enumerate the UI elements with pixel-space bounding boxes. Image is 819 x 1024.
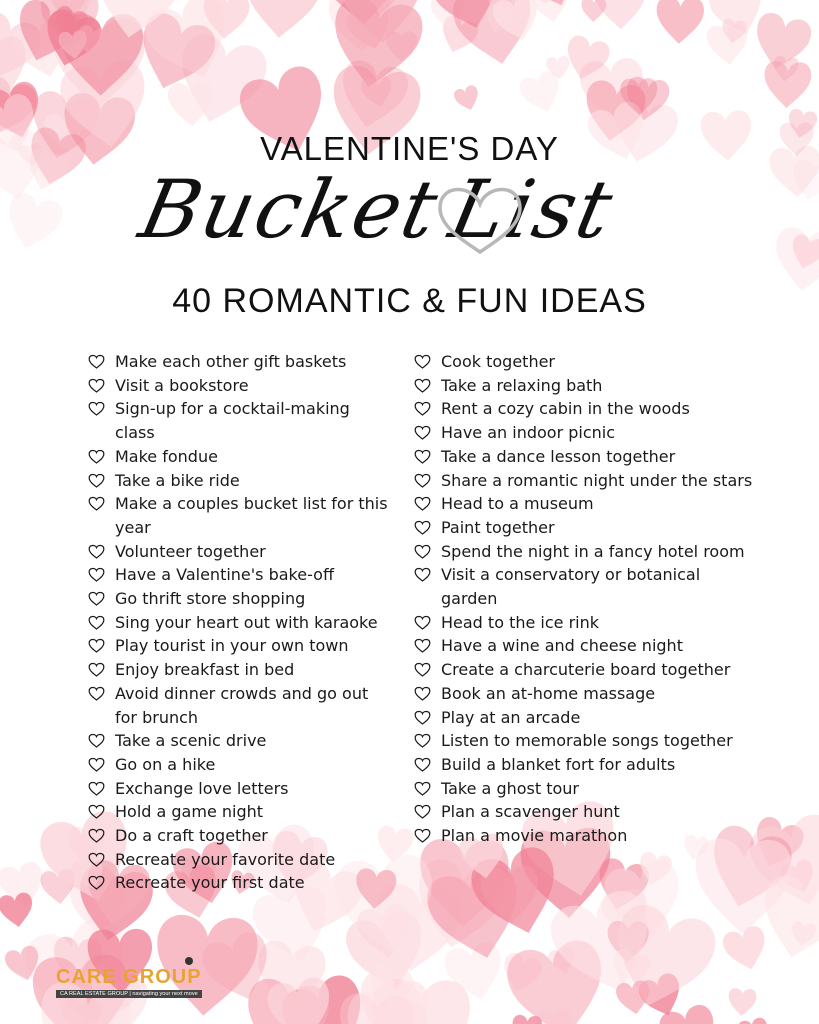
list-item-text: Play at an arcade	[441, 707, 581, 727]
list-item	[88, 634, 388, 658]
heart-outline-icon	[414, 496, 431, 511]
list-item	[414, 634, 754, 658]
list-item	[88, 871, 388, 895]
heart-outline-icon	[88, 354, 105, 369]
list-item	[88, 397, 388, 444]
list-item	[88, 800, 388, 824]
list-item-text: Go on a hike	[115, 754, 216, 774]
heart-outline-icon	[414, 520, 431, 535]
list-item-text: Visit a bookstore	[115, 375, 249, 395]
list-item	[414, 445, 754, 469]
heart-outline-icon	[414, 757, 431, 772]
logo-wordmark: CARE GROUP	[56, 966, 202, 988]
heart-outline-icon	[414, 401, 431, 416]
list-item-text: Take a bike ride	[115, 470, 240, 490]
list-item	[414, 374, 754, 398]
list-item-text: Go thrift store shopping	[115, 589, 306, 609]
list-item	[88, 540, 388, 564]
list-item	[414, 469, 754, 493]
list-item-text: Plan a scavenger hunt	[441, 802, 620, 822]
list-item	[414, 516, 754, 540]
heart-outline-icon	[414, 638, 431, 653]
list-item-text: Make each other gift baskets	[115, 352, 347, 371]
heart-outline-icon	[88, 804, 105, 819]
list-item	[88, 469, 388, 493]
heart-outline-icon	[414, 473, 431, 488]
heart-outline-icon	[414, 354, 431, 369]
heart-outline-icon	[88, 757, 105, 772]
heart-outline-icon	[414, 449, 431, 464]
script-title	[0, 160, 819, 260]
list-item-text: Take a ghost tour	[441, 778, 580, 798]
list-item	[88, 587, 388, 611]
ideas-list-right	[414, 350, 754, 848]
list-item	[88, 374, 388, 398]
list-item-text: Sing your heart out with karaoke	[115, 612, 378, 632]
list-item-text: Have a Valentine's bake-off	[115, 565, 334, 585]
heart-outline-icon	[414, 662, 431, 677]
list-item-text: Visit a conservatory or botanical garden	[441, 565, 701, 609]
list-item-text: Play tourist in your own town	[115, 636, 349, 656]
list-item	[414, 492, 754, 516]
heart-outline-icon	[88, 496, 105, 511]
heart-outline-icon	[414, 710, 431, 725]
list-item-text: Take a relaxing bath	[441, 375, 603, 395]
list-item	[88, 611, 388, 635]
list-item-text: Create a charcuterie board together	[441, 660, 731, 680]
list-item	[414, 800, 754, 824]
list-item	[88, 682, 388, 729]
list-item	[88, 445, 388, 469]
list-item	[88, 729, 388, 753]
heart-outline-icon	[414, 425, 431, 440]
list-item-text: Make a couples bucket list for this year	[115, 494, 388, 537]
heart-outline-icon	[414, 544, 431, 559]
list-item-text: Paint together	[441, 517, 555, 537]
heart-outline-icon	[414, 733, 431, 748]
list-item-text: Sign-up for a cocktail-making class	[115, 399, 350, 443]
heart-outline-icon	[414, 828, 431, 843]
heart-outline-icon	[88, 449, 105, 464]
list-item	[414, 540, 754, 564]
heart-outline-icon	[88, 781, 105, 796]
list-item-text: Exchange love letters	[115, 778, 289, 798]
list-item-text: Book an at-home massage	[441, 683, 656, 703]
list-item-text: Make fondue	[115, 446, 218, 466]
care-group-logo	[56, 956, 236, 1002]
list-item-text: Take a dance lesson together	[441, 446, 676, 466]
heart-outline-icon	[88, 401, 105, 416]
list-item-text: Build a blanket fort for adults	[441, 754, 676, 774]
list-item	[88, 848, 388, 872]
list-item	[88, 777, 388, 801]
heart-outline-icon	[88, 828, 105, 843]
list-item-text: Cook together	[441, 352, 555, 371]
heart-outline-icon	[88, 473, 105, 488]
list-item	[414, 824, 754, 848]
list-item-text: Have an indoor picnic	[441, 423, 616, 443]
list-item	[414, 729, 754, 753]
logo-badge-icon	[184, 956, 194, 966]
list-item	[414, 421, 754, 445]
script-word-list: List	[442, 163, 622, 256]
heart-outline-icon	[88, 378, 105, 393]
heart-outline-icon	[414, 686, 431, 701]
list-item	[88, 824, 388, 848]
list-item	[88, 350, 388, 374]
list-item-text: Avoid dinner crowds and go out for brunch	[115, 683, 369, 727]
heart-outline-icon	[88, 852, 105, 867]
heart-outline-icon	[414, 804, 431, 819]
heart-outline-icon	[88, 638, 105, 653]
list-item-text: Rent a cozy cabin in the woods	[441, 399, 690, 419]
list-item-text: Have a wine and cheese night	[441, 636, 683, 656]
list-item	[414, 350, 754, 374]
script-word-bucket: Bucket	[132, 163, 447, 256]
heart-outline-icon	[414, 567, 431, 582]
heart-outline-icon	[414, 615, 431, 630]
list-item-text: Do a craft together	[115, 826, 268, 846]
list-item-text: Recreate your first date	[115, 873, 305, 893]
heart-outline-icon	[88, 733, 105, 748]
heart-outline-icon	[88, 875, 105, 890]
list-item-text: Spend the night in a fancy hotel room	[441, 541, 745, 561]
list-item-text: Plan a movie marathon	[441, 826, 628, 846]
logo-tagline: CA REAL ESTATE GROUP | navigating your next move	[56, 990, 202, 998]
list-item	[88, 492, 388, 539]
list-item	[414, 397, 754, 421]
list-item	[414, 753, 754, 777]
heart-outline-icon	[88, 615, 105, 630]
list-item-text: Listen to memorable songs together	[441, 731, 733, 751]
heart-outline-icon	[414, 781, 431, 796]
list-item	[414, 777, 754, 801]
title-valentines-day: VALENTINE'S DAY	[260, 130, 559, 167]
list-item-text: Enjoy breakfast in bed	[115, 660, 295, 680]
heart-outline-icon	[414, 378, 431, 393]
heart-outline-icon	[88, 544, 105, 559]
list-item	[414, 563, 754, 610]
list-item	[88, 753, 388, 777]
list-item-text: Head to a museum	[441, 494, 594, 514]
subtitle: 40 ROMANTIC & FUN IDEAS	[172, 282, 647, 320]
list-item-text: Take a scenic drive	[115, 731, 267, 751]
heart-outline-icon	[88, 662, 105, 677]
list-item	[414, 706, 754, 730]
list-item	[88, 658, 388, 682]
list-item	[88, 563, 388, 587]
list-item-text: Volunteer together	[115, 541, 266, 561]
outline-heart-icon	[432, 182, 528, 254]
list-item-text: Head to the ice rink	[441, 612, 600, 632]
heart-outline-icon	[88, 591, 105, 606]
list-item	[414, 611, 754, 635]
list-item	[414, 682, 754, 706]
heart-outline-icon	[88, 686, 105, 701]
ideas-list-left	[88, 350, 388, 895]
list-item-text: Recreate your favorite date	[115, 849, 336, 869]
heart-outline-icon	[88, 567, 105, 582]
list-item-text: Hold a game night	[115, 802, 264, 822]
list-item-text: Share a romantic night under the stars	[441, 470, 753, 490]
list-item	[414, 658, 754, 682]
